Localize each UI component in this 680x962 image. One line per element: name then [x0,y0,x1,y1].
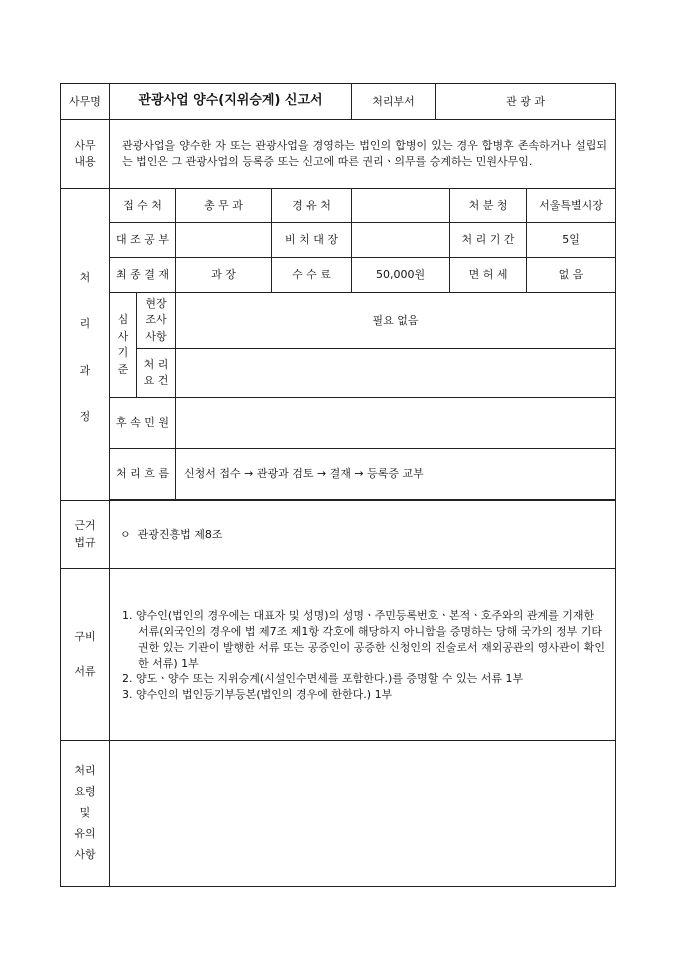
license-tax-label: 면 허 세 [450,258,527,293]
requirements-label: 처 리 요 건 [137,349,176,398]
period-label: 처 리 기 간 [450,223,527,258]
via-label: 경 유 처 [272,189,352,223]
ledger-label: 비 치 대 장 [272,223,352,258]
content-label: 사무 내용 [61,120,110,189]
basis-value [110,501,616,569]
via-value [352,189,450,223]
ledger-value [352,223,450,258]
coop-label: 대 조 공 부 [110,223,176,258]
authority-label: 처 분 청 [450,189,527,223]
fee-label: 수 수 료 [272,258,352,293]
bullet-icon: ㅇ [120,527,131,541]
coop-value [176,223,272,258]
follow-up-value [176,398,616,449]
doc-item: 1. 양수인(법인의 경우에는 대표자 및 성명)의 성명ㆍ주민등록번호ㆍ본적ㆍ호주와의 관계를 기재한 서류(외국인의 경우에 법 제7조 제1항 각호에 해당하지 아니함을 증명하는 당해 국가의 정부 기타 권한 있는 기관이 발행한 서류 또는 공증인이 공증한 신청인의 진술로서 재외공관의 영사관이 확인한 서류) 1부 [122,608,605,670]
doc-item: 2. 양도ㆍ양수 또는 지위승계(시설인수면세를 포함한다.)를 증명할 수 있는 서류 1부 [122,672,524,686]
criteria-label: 심 사 기 준 [110,293,137,398]
doc-item: 3. 양수인의 법인등기부등본(법인의 경우에 한한다.) 1부 [122,688,393,702]
docs-label: 구비 서류 [61,569,110,741]
site-survey-label: 현장 조사 사항 [137,293,176,349]
approval-value: 과 장 [176,258,272,293]
civil-affairs-form-table [60,83,616,887]
form-title: 관광사업 양수(지위승계) 신고서 [110,84,352,120]
dept-label: 처리부서 [352,84,436,120]
site-survey-value: 필요 없음 [176,293,616,349]
basis-label: 근거 법규 [61,501,110,569]
receipt-value: 총 무 과 [176,189,272,223]
process-side-label: 처 리 과 정 [61,189,110,501]
dept-value: 관 광 과 [436,84,616,120]
docs-list [110,569,616,741]
requirements-value [176,349,616,398]
content-text: 관광사업을 양수한 자 또는 관광사업을 경영하는 법인의 합병이 있는 경우 합병후 존속하거나 설립되는 법인은 그 관광사업의 등록증 또는 신고에 따른 권리ㆍ의무를 승계하는 민원사무임. [110,120,616,189]
basis-text: 관광진흥법 제8조 [137,527,223,541]
receipt-label: 접 수 처 [110,189,176,223]
authority-value: 서울특별시장 [527,189,616,223]
office-name-label: 사무명 [61,84,110,120]
flow-value: 신청서 접수 → 관광과 검토 → 결재 → 등록증 교부 [176,449,616,500]
license-tax-value: 없 음 [527,258,616,293]
follow-up-label: 후 속 민 원 [110,398,176,449]
period-value: 5일 [527,223,616,258]
notes-label: 처리 요령 및 유의 사항 [61,741,110,887]
fee-value: 50,000원 [352,258,450,293]
approval-label: 최 종 결 재 [110,258,176,293]
flow-label: 처 리 흐 름 [110,449,176,500]
notes-value [110,741,616,887]
